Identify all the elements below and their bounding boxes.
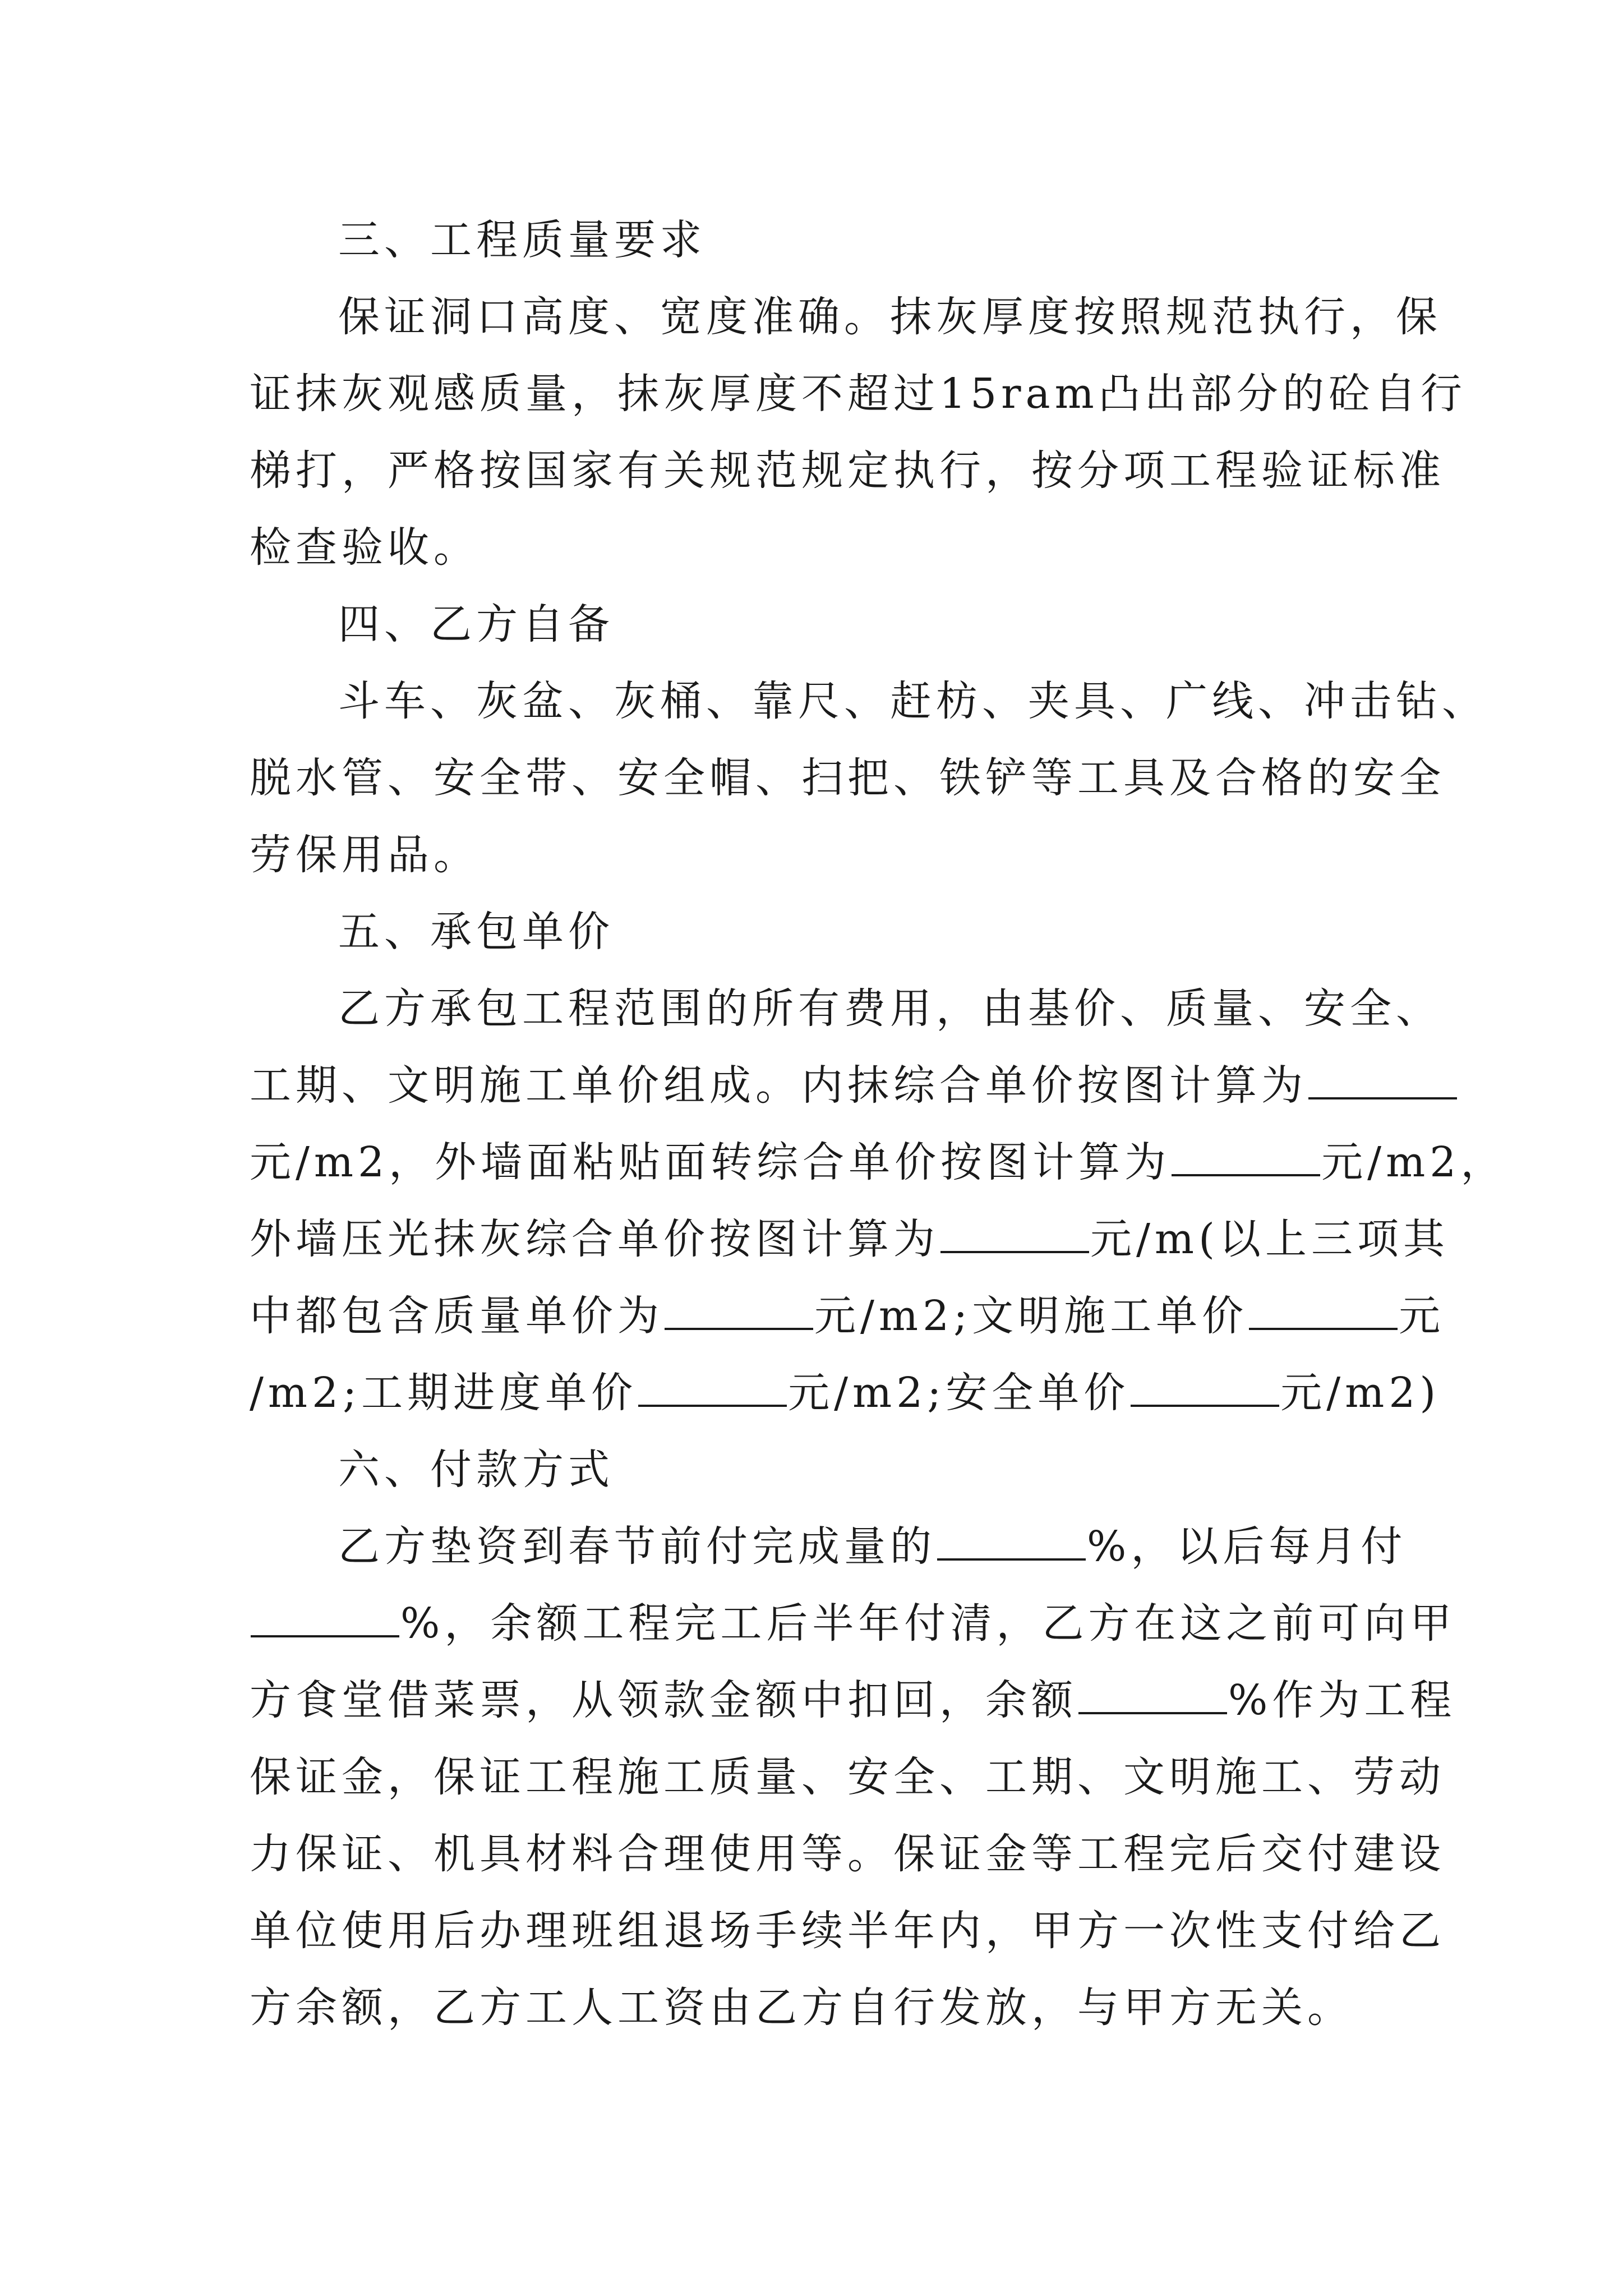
text-span: 元/m2;安全单价: [788, 1369, 1130, 1417]
text-span: 中都包含质量单价为: [250, 1292, 663, 1340]
paragraph-line: 单位使用后办理班组退场手续半年内，甲方一次性支付给乙: [250, 1907, 1445, 1955]
paragraph-line: [250, 1201, 1449, 1278]
paragraph-line: 保证洞口高度、宽度准确。抹灰厚度按照规范执行，保: [338, 293, 1442, 341]
paragraph-line: [250, 1047, 1410, 1124]
text-span: 元/m2，外墙面粘贴面转综合单价按图计算为: [250, 1138, 1171, 1186]
paragraph-line: [250, 1124, 1507, 1201]
text-span: 乙方垫资到春节前付完成量的: [338, 1522, 936, 1571]
paragraph-line: 保证金，保证工程施工质量、安全、工期、文明施工、劳动: [250, 1753, 1445, 1801]
fill-in-blank[interactable]: [251, 1618, 399, 1637]
document-page: [250, 202, 1507, 2046]
section-heading: 五、承包单价: [338, 908, 614, 956]
fill-in-blank[interactable]: [1249, 1311, 1398, 1330]
text-span: 方食堂借菜票，从领款金额中扣回，余额: [250, 1676, 1077, 1724]
fill-in-blank[interactable]: [1131, 1388, 1279, 1407]
paragraph-line: 检查验收。: [250, 523, 479, 572]
paragraph-line: [250, 1662, 1456, 1739]
text-span: 元/m2，: [1321, 1138, 1507, 1186]
text-span: %，以后每月付: [1087, 1522, 1407, 1571]
section-heading: 四、乙方自备: [338, 600, 614, 648]
section-heading: 六、付款方式: [338, 1446, 614, 1494]
paragraph-line: [250, 1585, 1456, 1662]
paragraph-line: [250, 1508, 1410, 1585]
fill-in-blank[interactable]: [1308, 1080, 1457, 1099]
paragraph-line: 斗车、灰盆、灰桶、靠尺、赶枋、夹具、广线、冲击钻、: [338, 677, 1488, 725]
section-heading: 三、工程质量要求: [338, 216, 706, 264]
fill-in-blank[interactable]: [665, 1311, 813, 1330]
paragraph-line: 乙方承包工程范围的所有费用，由基价、质量、安全、: [338, 984, 1442, 1033]
text-span: %作为工程: [1228, 1676, 1456, 1724]
paragraph-line: 脱水管、安全带、安全帽、扫把、铁铲等工具及合格的安全: [250, 754, 1445, 802]
text-span: /m2;工期进度单价: [250, 1369, 638, 1417]
paragraph-line: 梯打，严格按国家有关规范规定执行，按分项工程验证标准: [250, 447, 1445, 495]
text-span: 元/m2): [1280, 1369, 1441, 1417]
fill-in-blank[interactable]: [1078, 1695, 1227, 1714]
paragraph-line: 证抹灰观感质量，抹灰厚度不超过15ram凸出部分的砼自行: [250, 370, 1467, 418]
text-span: 元: [1399, 1292, 1445, 1340]
fill-in-blank[interactable]: [638, 1388, 787, 1407]
fill-in-blank[interactable]: [1172, 1157, 1320, 1176]
text-span: 元/m2;文明施工单价: [814, 1292, 1248, 1340]
paragraph-line: 力保证、机具材料合理使用等。保证金等工程完后交付建设: [250, 1830, 1445, 1878]
fill-in-blank[interactable]: [940, 1234, 1089, 1253]
text-span: 工期、文明施工单价组成。内抹综合单价按图计算为: [250, 1061, 1307, 1110]
paragraph-line: [250, 1355, 1441, 1432]
paragraph-line: [250, 1278, 1445, 1355]
text-span: 元/m(以上三项其: [1090, 1215, 1449, 1263]
fill-in-blank[interactable]: [937, 1542, 1086, 1561]
paragraph-line: 劳保用品。: [250, 831, 479, 879]
text-span: 外墙压光抹灰综合单价按图计算为: [250, 1215, 939, 1263]
paragraph-line: 方余额，乙方工人工资由乙方自行发放，与甲方无关。: [250, 1984, 1353, 2032]
text-span: %，余额工程完工后半年付清，乙方在这之前可向甲: [400, 1599, 1456, 1648]
